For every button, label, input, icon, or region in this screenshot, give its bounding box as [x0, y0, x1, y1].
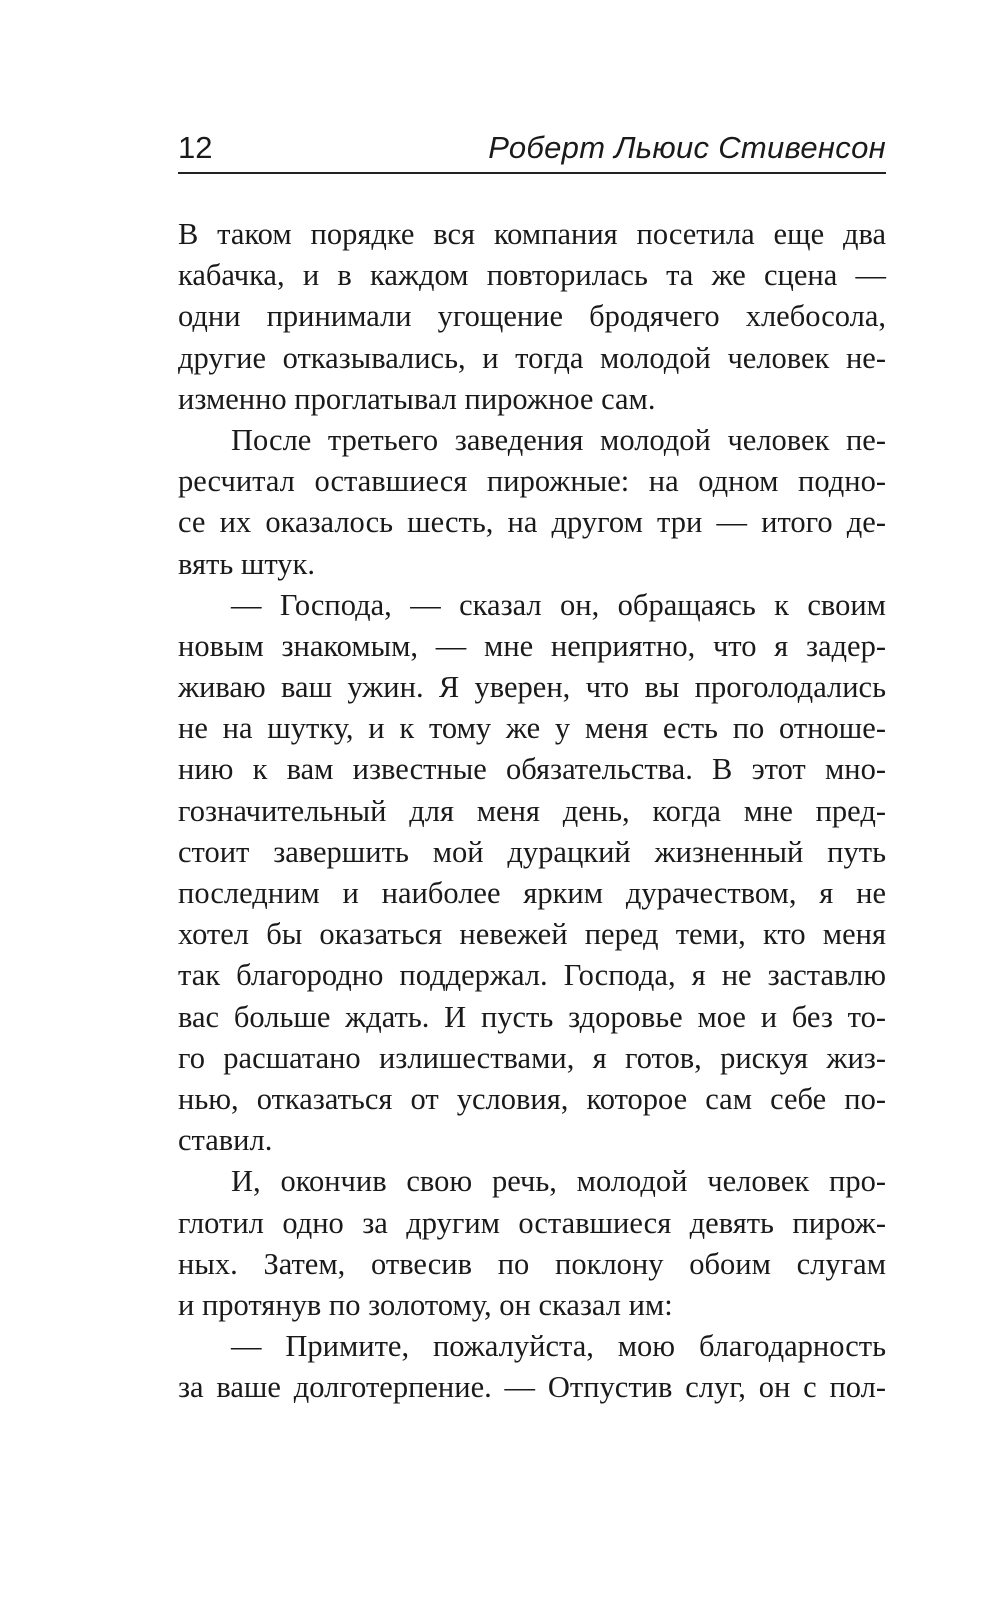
text-line: одни принимали угощение бродячего хлебосола, — [178, 299, 886, 334]
text-line: последним и наиболее ярким дурачеством, я не — [178, 876, 886, 910]
paragraph — [178, 1326, 886, 1408]
body-text — [178, 214, 886, 1408]
text-line: стоит завершить мой дурацкий жизненный путь — [178, 834, 886, 869]
text-line: — Примите, пожалуйста, мою благодарность — [231, 1329, 886, 1364]
paragraph — [178, 214, 886, 420]
text-line: — Господа, — сказал он, обращаясь к своим — [231, 587, 886, 622]
text-line: кабачка, и в каждом повторилась та же сцена — — [178, 258, 886, 293]
text-line: ных. Затем, отвесив по поклону обоим слугам — [178, 1246, 886, 1281]
paragraph — [178, 420, 886, 585]
text-line: ставил. — [178, 1123, 273, 1158]
text-line: го расшатано излишествами, я готов, рискуя жиз- — [178, 1040, 886, 1075]
running-header — [178, 128, 886, 174]
text-line: В таком порядке вся компания посетила еще два — [178, 217, 886, 251]
text-line: гозначительный для меня день, когда мне пред- — [178, 793, 886, 828]
text-line: вять штук. — [178, 546, 315, 581]
text-line: живаю ваш ужин. Я уверен, что вы проголодались — [178, 670, 886, 705]
text-line: глотил одно за другим оставшиеся девять пирож- — [178, 1205, 886, 1240]
text-line: хотел бы оказаться невежей перед теми, кто меня — [178, 917, 886, 952]
text-line: новым знакомым, — мне неприятно, что я задер- — [178, 628, 886, 663]
text-line: вас больше ждать. И пусть здоровье мое и без то- — [178, 999, 886, 1034]
text-line: за ваше долготерпение. — Отпустив слуг, он с пол- — [178, 1370, 886, 1405]
text-line: и протянув по золотому, он сказал им: — [178, 1287, 673, 1322]
text-line: не на шутку, и к тому же у меня есть по отноше- — [178, 711, 886, 746]
page-number: 12 — [178, 130, 213, 165]
text-line: другие отказывались, и тогда молодой человек не- — [178, 340, 886, 375]
text-line: се их оказалось шесть, на другом три — итого де- — [178, 505, 886, 540]
text-line: После третьего заведения молодой человек пе- — [231, 422, 886, 457]
text-line: нию к вам известные обязательства. В этот мно- — [178, 752, 886, 787]
paragraph — [178, 1161, 886, 1326]
text-line: нью, отказаться от условия, которое сам себе по- — [178, 1081, 886, 1116]
text-line: И, окончив свою речь, молодой человек про- — [231, 1164, 886, 1199]
running-head-author: Роберт Льюис Стивенсон — [488, 130, 886, 165]
text-line: так благородно поддержал. Господа, я не заставлю — [178, 958, 886, 993]
text-line: изменно проглатывал пирожное сам. — [178, 381, 656, 416]
paragraph — [178, 585, 886, 1162]
text-line: ресчитал оставшиеся пирожные: на одном подно- — [178, 464, 886, 499]
